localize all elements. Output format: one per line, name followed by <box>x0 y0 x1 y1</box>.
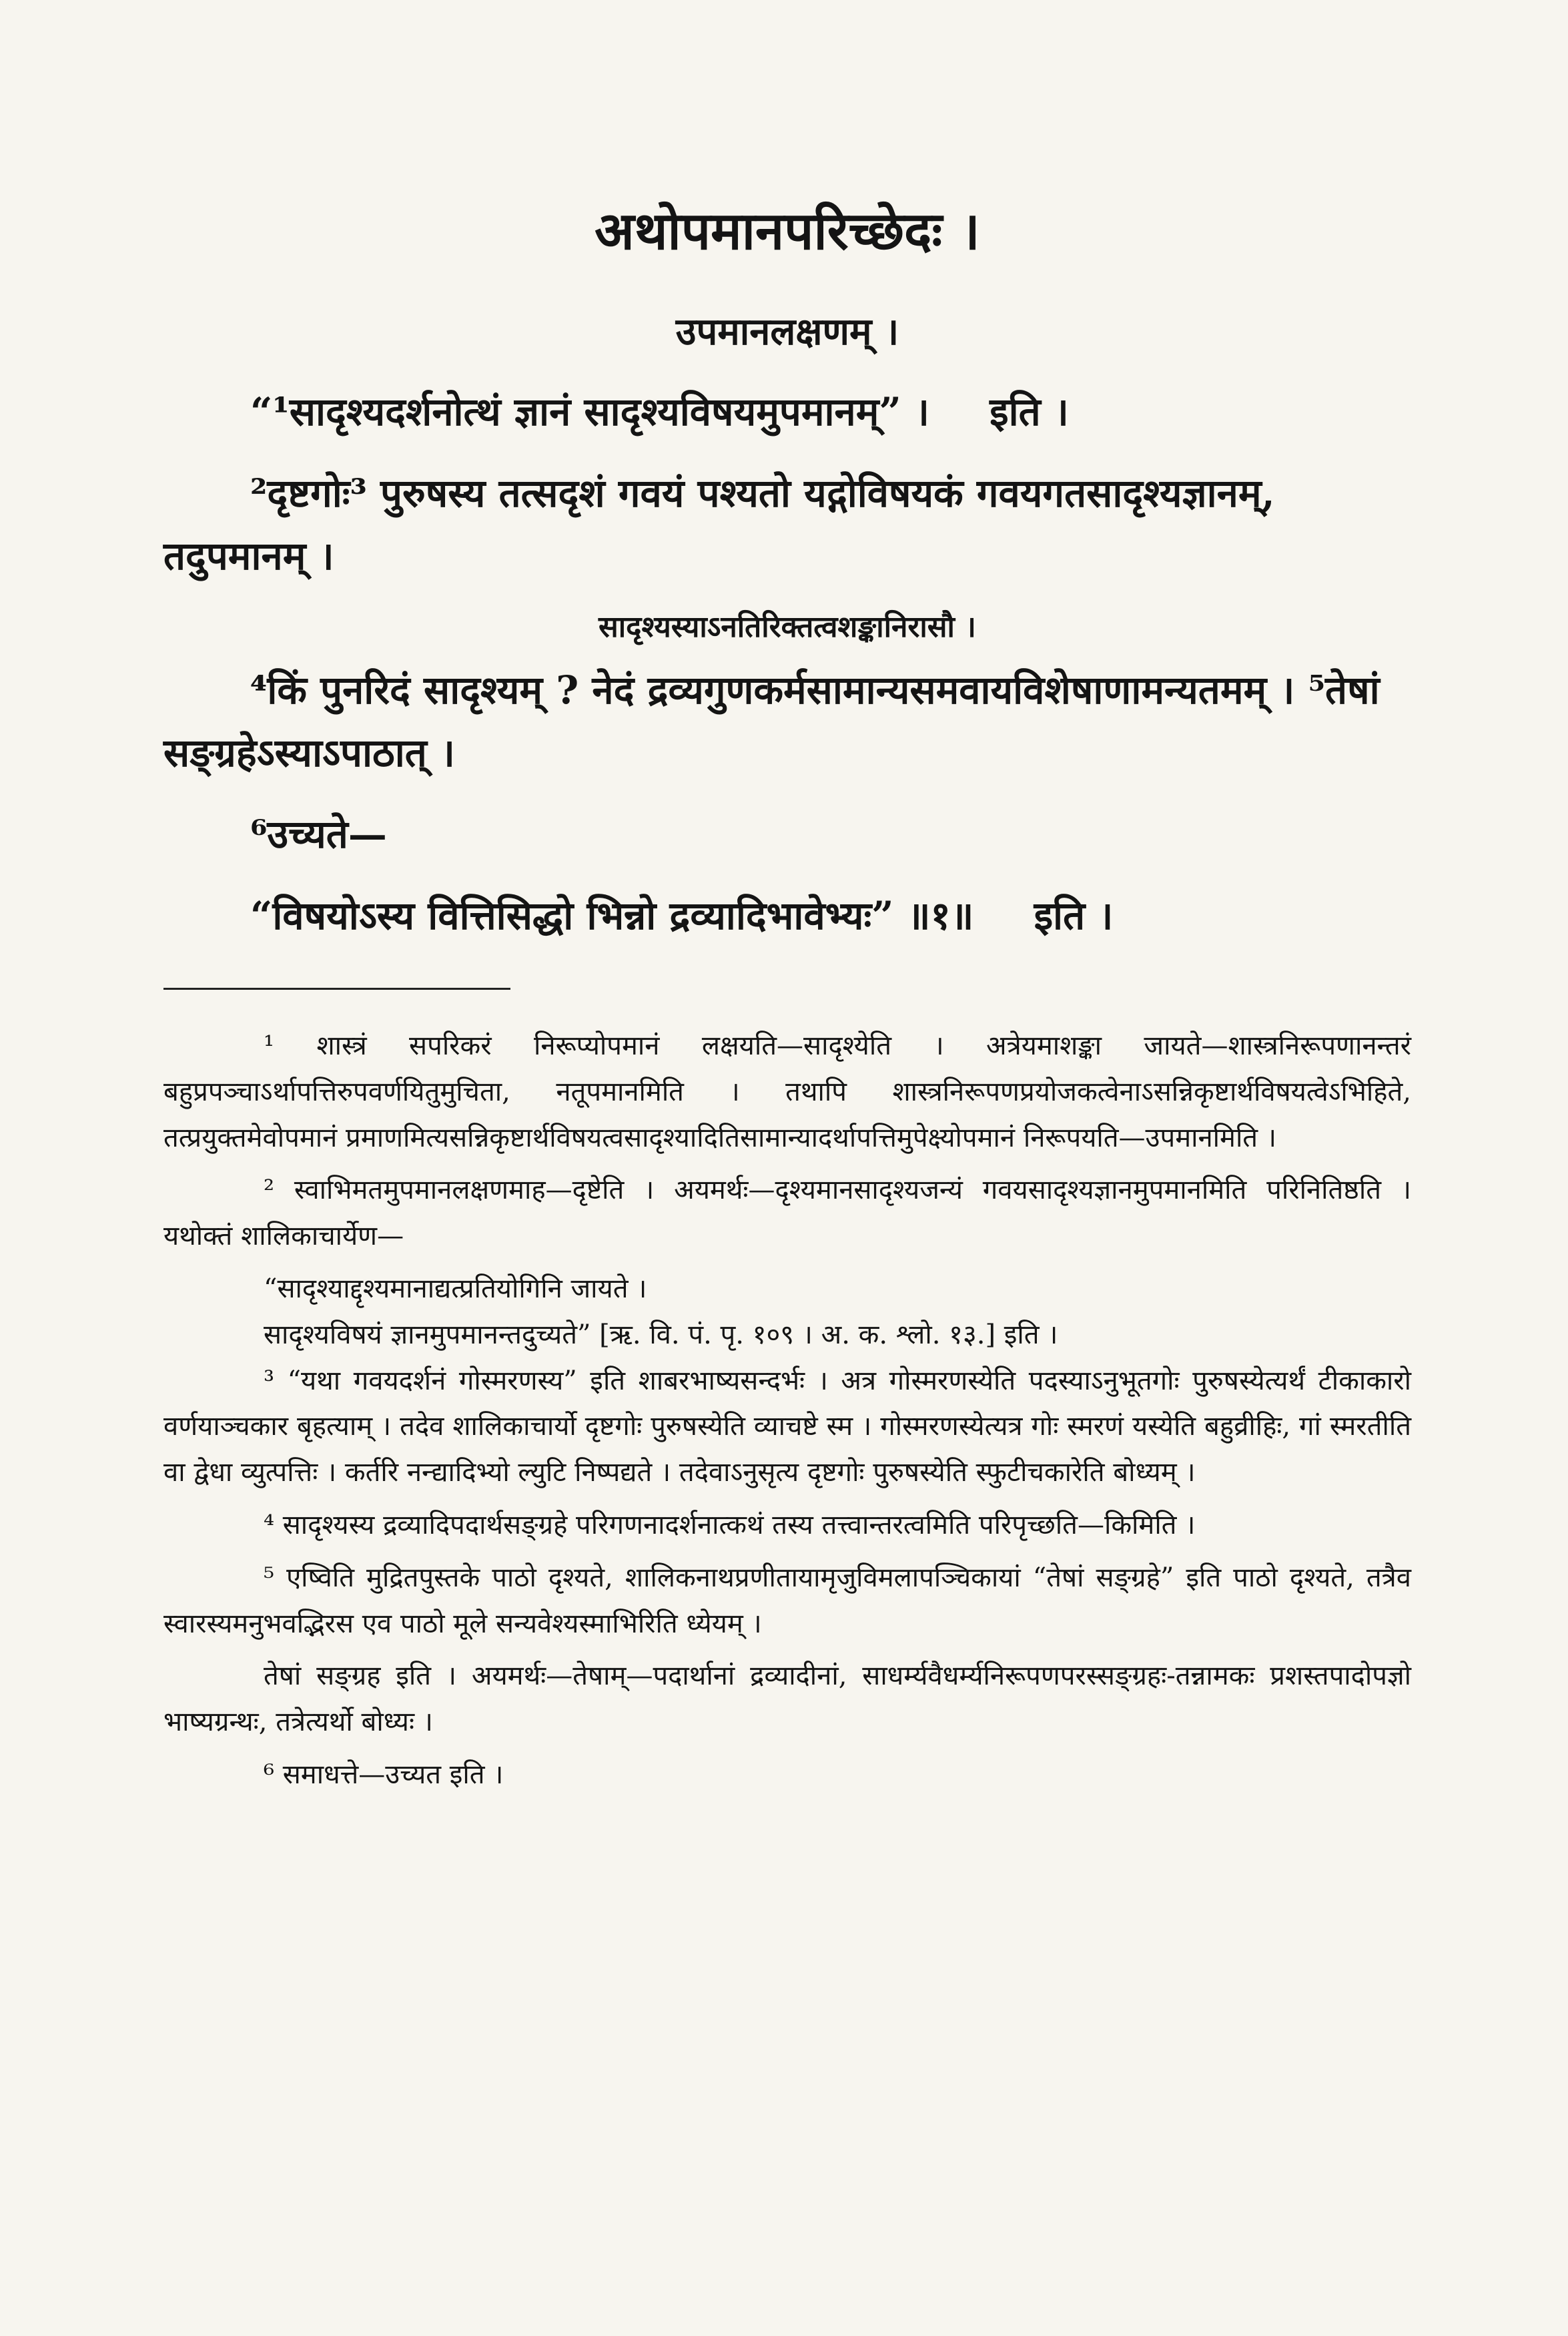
footnotes <box>163 1023 1411 1798</box>
chapter-title: अथोपमानपरिच्छेदः । <box>595 201 980 262</box>
paragraph-question: ⁴किं पुनरिदं सादृश्यम् ? नेदं द्रव्यगुणकर्मसामान्यसमवायविशेषाणामन्यतमम् । ⁵तेषां सङ्ग्रहेऽस्याऽपाठात् । <box>163 667 1380 776</box>
paragraph-drishtago: ²दृष्टगोः³ पुरुषस्य तत्सदृशं गवयं पश्यतो यद्गोविषयकं गवयगतसादृश्यज्ञानम्, तदुपमानम् । <box>163 470 1275 579</box>
footnote-3: ³ “यथा गवयदर्शनं गोस्मरणस्य” इति शाबरभाष्यसन्दर्भः । अत्र गोस्मरणस्येति पदस्याऽनुभूतगोः पुरुषस्येत्यर्थं टीकाकारो वर्णयाञ्चकार बृहत्याम् । तदेव शालिकाचार्यो दृष्टगोः पुरुषस्येति व्याचष्टे स्म । गोस्मरणस्येत्यत्र गोः स्मरणं यस्येति बहुव्रीहिः, गां स्मरतीति वा द्वेधा व्युत्पत्तिः । कर्तरि नन्द्यादिभ्यो ल्युटि निष्पद्यते । तदेवाऽनुसृत्य दृष्टगोः पुरुषस्येति स्फुटीचकारेति बोध्यम् । <box>163 1365 1411 1488</box>
footnote-1: ¹ शास्त्रं सपरिकरं निरूप्योपमानं लक्षयति—सादृश्येति । अत्रेयमाशङ्का जायते—शास्त्रनिरूपणानन्तरं बहुप्रपञ्चाऽर्थापत्तिरुपवर्णयितुमुचिता, नतूपमानमिति । तथापि शास्त्रनिरूपणप्रयोजकत्वेनाऽसन्निकृष्टार्थविषयत्वेऽभिहिते, तत्प्रयुक्तमेवोपमानं प्रमाणमित्यसन्निकृष्टार्थविषयत्वसादृश्यादितिसामान्यादर्थापत्तिमुपेक्ष्योपमानं निरूपयति—उपमानमिति । <box>163 1031 1411 1153</box>
footnote-divider <box>163 988 510 990</box>
sub-heading: सादृश्यस्याऽनतिरिक्तत्वशङ्कानिरासौ । <box>599 609 976 644</box>
footnote-5-continuation: तेषां सङ्ग्रह इति । अयमर्थः—तेषाम्—पदार्थानां द्रव्यादीनां, साधर्म्यवैधर्म्यनिरूपणपरस्सङ्ग्रहः-तन्नामकः प्रशस्तपादोपज्ञो भाष्यग्रन्थः, तत्रेत्यर्थो बोध्यः । <box>163 1661 1411 1738</box>
definition-line: “¹सादृश्यदर्शनोत्थं ज्ञानं सादृश्यविषयमुपमानम्” । <box>250 388 929 434</box>
footnote-2-verse-line-1: “सादृश्याद्दृश्यमानाद्यत्प्रतियोगिनि जायते । <box>264 1273 647 1305</box>
section-title: उपमानलक्षणम् । <box>675 309 899 354</box>
footnote-5: ⁵ एष्विति मुद्रितपुस्तके पाठो दृश्यते, शालिकनाथप्रणीतायामृजुविमलापञ्चिकायां “तेषां सङ्ग्रहे” इति पाठो दृश्यते, तत्रैव स्वारस्यमनुभवद्भिरस एव पाठो मूले सन्यवेश्यस्माभिरिति ध्येयम् । <box>163 1562 1411 1639</box>
footnote-2: ² स्वाभिमतमुपमानलक्षणमाह—दृष्टेति । अयमर्थः—दृश्यमानसादृश्यजन्यं गवयसादृश्यज्ञानमुपमानमिति परिनितिष्ठति । यथोक्तं शालिकाचार्येण— <box>163 1175 1411 1252</box>
footnote-4: ⁴ सादृश्यस्य द्रव्यादिपदार्थसङ्ग्रहे परिगणनादर्शनात्कथं तस्य तत्त्वान्तरत्वमिति परिपृच्छति—किमिति । <box>264 1510 1196 1541</box>
footnote-2-verse-line-2: सादृश्यविषयं ज्ञानमुपमानन्तदुच्यते” [ऋ. वि. पं. पृ. १०९ । अ. क. श्लो. १३.] इति । <box>264 1319 1058 1350</box>
footnote-6: ⁶ समाधत्ते—उच्यत इति । <box>264 1759 504 1790</box>
main-text <box>163 381 1411 948</box>
verse-paragraph <box>163 885 1411 948</box>
karika-verse: “विषयोऽस्य वित्तिसिद्धो भिन्नो द्रव्यादिभावेभ्यः” ॥१॥ <box>250 893 974 939</box>
definition-paragraph <box>163 381 1411 444</box>
footnote-2-verse <box>163 1266 1411 1358</box>
definition-iti: इति । <box>990 388 1069 434</box>
ucyate-line: ⁶उच्यते— <box>250 812 387 858</box>
verse-iti: इति । <box>1034 893 1114 939</box>
page-body <box>163 200 1411 1805</box>
